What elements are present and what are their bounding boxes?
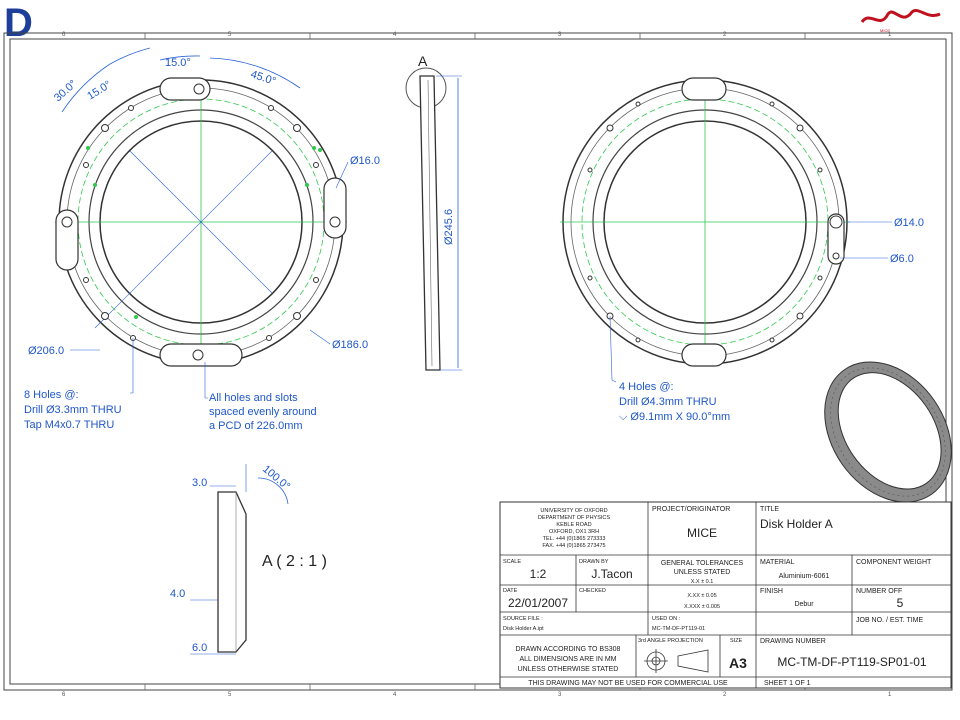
tb-footer-note: THIS DRAWING MAY NOT BE USED FOR COMMERCIAL USE	[528, 680, 728, 687]
dim-angle-30: 30.0°	[51, 78, 80, 105]
note-4-holes-line1: 4 Holes @:	[619, 381, 674, 393]
slot-bottom	[160, 344, 242, 366]
tick-bottom-5: 5	[228, 692, 232, 698]
tb-title-value: Disk Holder A	[760, 517, 833, 531]
tb-finish-label: FINISH	[760, 588, 783, 595]
tb-job-label: JOB NO. / EST. TIME	[856, 617, 924, 624]
tb-std-line3: UNLESS OTHERWISE STATED	[517, 666, 619, 673]
tick-top-1: 1	[888, 32, 892, 38]
tb-tol-c: X.XXX ± 0.005	[683, 604, 721, 610]
iso-view	[799, 338, 960, 527]
tb-org-line6: FAX. +44 (0)1865 273475	[542, 543, 606, 549]
note-slots-line1: All holes and slots	[209, 392, 298, 404]
tb-org-line2: DEPARTMENT OF PHYSICS	[537, 515, 611, 521]
tb-scale-value: 1:2	[529, 567, 547, 581]
dim-detail-6: 6.0	[192, 642, 208, 654]
tb-size-value: A3	[729, 655, 747, 671]
right-slot-bottom	[682, 344, 726, 366]
note-8-holes-line3: Tap M4x0.7 THRU	[24, 419, 115, 431]
note-slots-line3: a PCD of 226.0mm	[209, 420, 303, 432]
tb-scale-label: SCALE	[503, 559, 522, 565]
tb-org-line5: TEL. +44 (0)1865 273333	[542, 536, 606, 542]
tb-std-line1: DRAWN ACCORDING TO BS308	[515, 646, 621, 653]
dim-detail-angle: 100.0°	[260, 463, 293, 493]
dim-pcd-186: Ø186.0	[332, 339, 369, 351]
tb-drawn-value: J.Tacon	[591, 567, 633, 581]
logo-right: MICE	[880, 28, 890, 33]
note-8-holes-line2: Drill Ø3.3mm THRU	[24, 404, 122, 416]
note-8-holes-line1: 8 Holes @:	[24, 389, 79, 401]
tb-title-label: TITLE	[760, 506, 780, 513]
side-view	[406, 53, 462, 370]
tick-bottom-4: 4	[393, 692, 397, 698]
tb-std-line2: ALL DIMENSIONS ARE IN MM	[519, 656, 617, 663]
dim-pcd-206: Ø206.0	[28, 345, 65, 357]
tb-date-value: 22/01/2007	[507, 596, 569, 610]
front-leader-diag-2	[95, 151, 272, 328]
detail-view	[170, 463, 327, 654]
tb-source-value: Disk Holder A.ipt	[503, 626, 544, 632]
tb-numoff-value: 5	[896, 596, 904, 610]
angle-arc-15-left	[110, 48, 150, 64]
tb-sheet: SHEET 1 OF 1	[764, 680, 811, 687]
tb-used-value: MC-TM-DF-PT119-01	[652, 626, 706, 632]
leader-pcd-186	[310, 330, 330, 344]
dim-detail-4: 4.0	[170, 588, 186, 600]
detail-label: A ( 2 : 1 )	[262, 553, 327, 570]
front-view	[24, 48, 380, 432]
tb-org-line4: OXFORD, OX1 3RH	[548, 529, 600, 535]
tick-bottom-1: 1	[888, 692, 892, 698]
tb-finish-value: Debur	[794, 601, 814, 608]
tb-org-line3: KEBLE ROAD	[556, 522, 592, 528]
tick-top-3: 3	[558, 32, 562, 38]
tb-drawing-no-value: MC-TM-DF-PT119-SP01-01	[777, 655, 927, 669]
tick-bottom-2: 2	[723, 692, 727, 698]
dim-dia-6: Ø6.0	[890, 253, 914, 265]
front-green-points	[86, 146, 322, 319]
tb-size-label: SIZE	[730, 638, 743, 644]
tb-projection-label: 3rd ANGLE PROJECTION	[638, 638, 703, 644]
tb-drawn-label: DRAWN BY	[579, 559, 609, 565]
leader-slots-note	[205, 362, 208, 398]
tb-checked-label: CHECKED	[579, 588, 606, 594]
header-logos	[4, 1, 940, 45]
title-block	[500, 502, 951, 688]
tb-date-label: DATE	[503, 588, 518, 594]
slot-right	[324, 178, 346, 238]
tb-project-label: PROJECT/ORIGINATOR	[652, 506, 731, 513]
tick-bottom-3: 3	[558, 692, 562, 698]
logo-left: D	[4, 1, 33, 45]
tb-numoff-label: NUMBER OFF	[856, 588, 903, 595]
dim-angle-15-left: 15.0°	[85, 78, 114, 103]
slot-top	[160, 78, 210, 100]
dim-dia-14: Ø14.0	[894, 217, 924, 229]
leader-4-holes	[610, 316, 616, 382]
tb-tol-b: X.XX ± 0.05	[687, 593, 717, 599]
tick-top-4: 4	[393, 32, 397, 38]
tick-bottom-6: 6	[62, 692, 66, 698]
tb-source-label: SOURCE FILE :	[503, 616, 543, 622]
tb-org-line1: UNIVERSITY OF OXFORD	[540, 508, 608, 514]
tb-used-label: USED ON :	[652, 616, 681, 622]
section-label-a: A	[418, 53, 428, 69]
tb-material-value: Aluminium-6061	[778, 573, 830, 580]
tb-tol-line1: GENERAL TOLERANCES	[660, 560, 744, 567]
dim-angle-45: 45.0°	[249, 68, 278, 88]
tick-top-5: 5	[228, 32, 232, 38]
logo-right-mark	[862, 10, 940, 22]
tick-top-2: 2	[723, 32, 727, 38]
tb-drawing-no-label: DRAWING NUMBER	[760, 638, 826, 645]
tick-top-6: 6	[62, 32, 66, 38]
right-slot-top	[682, 78, 726, 100]
tb-weight-label: COMPONENT WEIGHT	[856, 559, 932, 566]
note-slots-line2: spaced evenly around	[209, 406, 317, 418]
slot-left	[56, 210, 78, 270]
tb-tol-line2: UNLESS STATED	[673, 569, 731, 576]
tb-tol-a: X.X ± 0.1	[690, 579, 714, 585]
dim-slot-dia: Ø16.0	[350, 155, 380, 167]
tb-material-label: MATERIAL	[760, 559, 795, 566]
note-4-holes-line3: ⌵ Ø9.1mm X 90.0°mm	[619, 411, 731, 423]
tb-project-value: MICE	[687, 526, 717, 540]
dim-detail-3: 3.0	[192, 477, 208, 489]
dim-angle-15-top: 15.0°	[165, 57, 191, 69]
note-4-holes-line2: Drill Ø4.3mm THRU	[619, 396, 717, 408]
detail-profile	[218, 492, 246, 652]
dim-side-height: Ø245.6	[443, 208, 455, 245]
